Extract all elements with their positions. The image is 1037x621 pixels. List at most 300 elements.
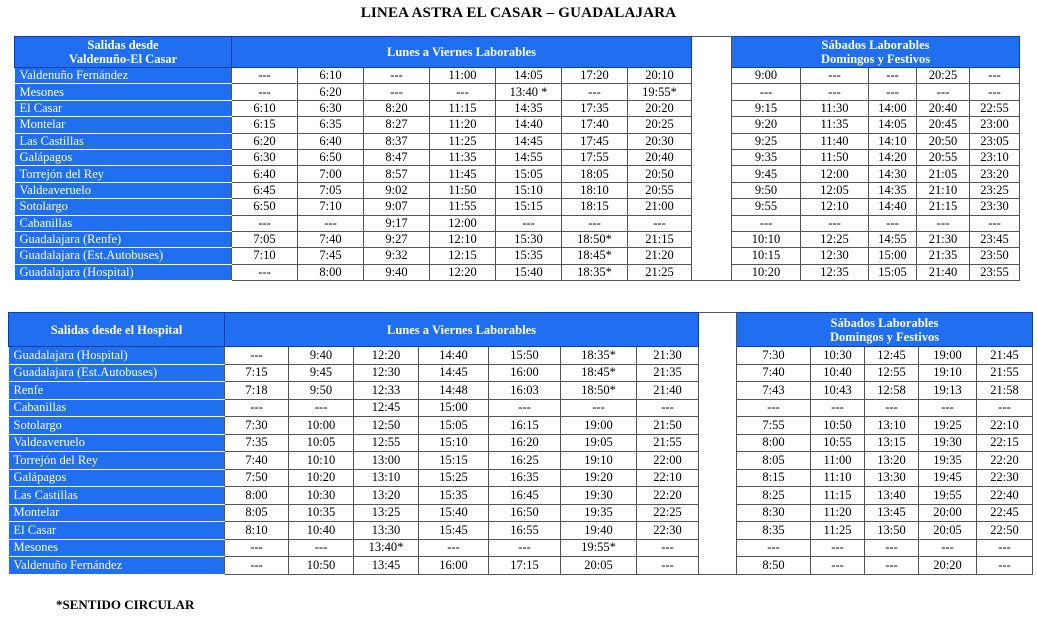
weekday-time-cell: --- (225, 347, 289, 365)
weekend-time-cell: --- (737, 539, 811, 557)
weekend-time-cell: 10:40 (811, 364, 865, 382)
weekday-time-cell: 11:20 (430, 117, 496, 133)
weekend-time-cell: 22:10 (977, 417, 1033, 435)
weekday-time-cell: 22:25 (637, 504, 699, 522)
weekday-time-cell: 20:40 (628, 149, 692, 165)
weekday-time-cell: --- (289, 399, 354, 417)
weekend-time-cell: 12:10 (801, 199, 869, 215)
weekend-header (737, 313, 1033, 347)
weekday-time-cell: 20:55 (628, 182, 692, 198)
weekend-time-cell: 7:43 (737, 382, 811, 400)
weekday-time-cell: 6:35 (298, 117, 364, 133)
stop-name: Valdenuño Fernández (9, 557, 225, 575)
weekday-time-cell: 6:45 (232, 182, 298, 198)
stop-name: Valdeaveruelo (9, 434, 225, 452)
weekend-time-cell: 13:45 (865, 504, 919, 522)
weekend-time-cell: 11:35 (801, 117, 869, 133)
table-row (9, 539, 1033, 557)
weekend-time-cell: 23:30 (970, 199, 1020, 215)
weekend-time-cell: 8:30 (737, 504, 811, 522)
weekday-time-cell: 16:03 (489, 382, 561, 400)
column-gap (699, 539, 737, 557)
column-gap (699, 452, 737, 470)
weekend-time-cell: 15:00 (869, 248, 917, 264)
weekday-time-cell: 7:45 (298, 248, 364, 264)
weekend-time-cell: 21:58 (977, 382, 1033, 400)
weekend-header-line1: Sábados Laborables (830, 315, 939, 330)
weekend-time-cell: 9:25 (732, 133, 801, 149)
weekday-time-cell: 13:40 * (496, 84, 562, 100)
weekend-time-cell: 8:15 (737, 469, 811, 487)
weekday-time-cell: 9:17 (364, 215, 430, 231)
weekday-time-cell: --- (298, 215, 364, 231)
stop-name: Cabanillas (9, 399, 225, 417)
weekday-time-cell: 18:35* (561, 347, 637, 365)
weekday-time-cell: 19:20 (561, 469, 637, 487)
column-gap (699, 313, 737, 347)
weekday-time-cell: 15:30 (496, 231, 562, 247)
stop-name: El Casar (15, 100, 232, 116)
weekday-time-cell: 7:15 (225, 364, 289, 382)
stop-name: Guadalajara (Est.Autobuses) (15, 248, 232, 264)
weekend-time-cell: 11:15 (811, 487, 865, 505)
timetable-from-valdenuno (14, 36, 1020, 281)
stop-name: Torrejón del Rey (9, 452, 225, 470)
weekday-time-cell: 7:10 (232, 248, 298, 264)
stop-name: Guadalajara (Renfe) (15, 231, 232, 247)
table-header-row (15, 37, 1020, 68)
weekday-time-cell: 7:40 (225, 452, 289, 470)
weekday-time-cell: 15:05 (496, 166, 562, 182)
weekday-time-cell: 15:40 (496, 264, 562, 280)
weekday-time-cell: --- (232, 264, 298, 280)
weekday-time-cell: 21:30 (637, 347, 699, 365)
weekday-time-cell: 21:25 (628, 264, 692, 280)
weekday-time-cell: --- (430, 84, 496, 100)
weekday-time-cell: 6:40 (232, 166, 298, 182)
weekend-time-cell: 20:20 (919, 557, 977, 575)
weekend-time-cell: 12:58 (865, 382, 919, 400)
weekend-time-cell: 20:50 (917, 133, 970, 149)
stop-header-line2: Valdenuño-El Casar (68, 52, 178, 66)
weekday-time-cell: 17:35 (562, 100, 628, 116)
weekday-time-cell: --- (489, 399, 561, 417)
weekday-time-cell: --- (637, 557, 699, 575)
weekend-time-cell: 20:55 (917, 149, 970, 165)
table-row (15, 264, 1020, 280)
weekend-time-cell: 19:13 (919, 382, 977, 400)
column-gap (699, 399, 737, 417)
column-gap (692, 248, 732, 264)
weekday-time-cell: 7:18 (225, 382, 289, 400)
weekday-time-cell: --- (496, 215, 562, 231)
weekend-header-line1: Sábados Laborables (821, 38, 930, 52)
weekday-time-cell: 13:00 (354, 452, 419, 470)
weekday-time-cell: --- (419, 539, 489, 557)
weekday-time-cell: 21:40 (637, 382, 699, 400)
table-row (9, 557, 1033, 575)
weekday-time-cell: 8:37 (364, 133, 430, 149)
weekend-header (732, 37, 1020, 68)
weekend-time-cell: 10:55 (811, 434, 865, 452)
weekday-time-cell: 19:40 (561, 522, 637, 540)
weekday-time-cell: 22:20 (637, 487, 699, 505)
weekend-time-cell: 7:55 (737, 417, 811, 435)
weekend-time-cell: 12:25 (801, 231, 869, 247)
weekday-time-cell: 9:02 (364, 182, 430, 198)
weekday-time-cell: 7:30 (225, 417, 289, 435)
stop-name: Montelar (9, 504, 225, 522)
weekday-time-cell: 17:15 (489, 557, 561, 575)
weekday-time-cell: 17:40 (562, 117, 628, 133)
stop-name: Guadalajara (Hospital) (15, 264, 232, 280)
weekday-time-cell: 19:30 (561, 487, 637, 505)
weekday-time-cell: --- (232, 84, 298, 100)
table-row (15, 133, 1020, 149)
weekend-time-cell: 21:55 (977, 364, 1033, 382)
weekend-time-cell: --- (869, 68, 917, 84)
weekday-header: Lunes a Viernes Laborables (225, 313, 699, 347)
weekend-time-cell: --- (977, 557, 1033, 575)
weekend-time-cell: --- (865, 557, 919, 575)
weekday-time-cell: --- (562, 215, 628, 231)
weekend-time-cell: --- (869, 215, 917, 231)
weekend-time-cell: 14:10 (869, 133, 917, 149)
weekday-time-cell: 6:15 (232, 117, 298, 133)
weekend-time-cell: 21:30 (917, 231, 970, 247)
weekday-time-cell: --- (562, 84, 628, 100)
weekday-time-cell: 13:40* (354, 539, 419, 557)
weekday-time-cell: 19:00 (561, 417, 637, 435)
weekend-time-cell: 22:20 (977, 452, 1033, 470)
weekend-time-cell: 22:45 (977, 504, 1033, 522)
weekday-time-cell: 19:55* (628, 84, 692, 100)
weekend-time-cell: 11:25 (811, 522, 865, 540)
stop-name: Las Castillas (15, 133, 232, 149)
weekday-time-cell: 11:50 (430, 182, 496, 198)
weekend-time-cell: 14:20 (869, 149, 917, 165)
weekday-time-cell: 20:25 (628, 117, 692, 133)
weekday-time-cell: 18:35* (562, 264, 628, 280)
column-gap (699, 382, 737, 400)
weekend-time-cell: 7:40 (737, 364, 811, 382)
weekday-time-cell: 9:45 (289, 364, 354, 382)
weekday-time-cell: 8:57 (364, 166, 430, 182)
weekday-time-cell: 6:20 (298, 84, 364, 100)
column-gap (699, 487, 737, 505)
stop-name: Valdeaveruelo (15, 182, 232, 198)
weekday-time-cell: 9:40 (289, 347, 354, 365)
weekday-time-cell: --- (232, 215, 298, 231)
weekend-time-cell: 9:20 (732, 117, 801, 133)
table-row (9, 399, 1033, 417)
weekend-time-cell: 21:45 (977, 347, 1033, 365)
weekday-time-cell: 15:15 (496, 199, 562, 215)
stop-name: Montelar (15, 117, 232, 133)
weekday-time-cell: 9:50 (289, 382, 354, 400)
weekday-time-cell: 7:05 (298, 182, 364, 198)
weekday-time-cell: 12:10 (430, 231, 496, 247)
weekday-time-cell: --- (364, 84, 430, 100)
weekday-time-cell: --- (628, 215, 692, 231)
weekday-time-cell: 14:05 (496, 68, 562, 84)
table-row (15, 68, 1020, 84)
weekday-time-cell: 9:27 (364, 231, 430, 247)
weekday-time-cell: 20:50 (628, 166, 692, 182)
weekday-time-cell: 20:30 (628, 133, 692, 149)
weekend-time-cell: 22:50 (977, 522, 1033, 540)
weekday-time-cell: 21:20 (628, 248, 692, 264)
weekday-time-cell: 8:27 (364, 117, 430, 133)
stop-name: Mesones (15, 84, 232, 100)
column-gap (692, 117, 732, 133)
weekday-time-cell: 11:55 (430, 199, 496, 215)
weekend-time-cell: --- (977, 539, 1033, 557)
weekend-time-cell: 12:55 (865, 364, 919, 382)
weekday-time-cell: 11:45 (430, 166, 496, 182)
weekday-time-cell: 16:15 (489, 417, 561, 435)
weekend-time-cell: 12:30 (801, 248, 869, 264)
weekend-time-cell: 20:40 (917, 100, 970, 116)
column-gap (692, 182, 732, 198)
weekday-time-cell: 7:10 (298, 199, 364, 215)
table-row (15, 117, 1020, 133)
stop-name: Valdenuño Fernández (15, 68, 232, 84)
table-row (15, 100, 1020, 116)
weekend-time-cell: 15:05 (869, 264, 917, 280)
weekday-time-cell: 21:00 (628, 199, 692, 215)
weekday-time-cell: 9:40 (364, 264, 430, 280)
weekday-time-cell: 20:10 (628, 68, 692, 84)
weekday-time-cell: 14:45 (496, 133, 562, 149)
weekday-time-cell: 19:55* (561, 539, 637, 557)
weekend-time-cell: 21:40 (917, 264, 970, 280)
stop-name: Guadalajara (Est.Autobuses) (9, 364, 225, 382)
weekend-time-cell: --- (732, 215, 801, 231)
table-header-row (9, 313, 1033, 347)
table-row (9, 469, 1033, 487)
weekday-time-cell: 11:35 (430, 149, 496, 165)
weekday-time-cell: 12:45 (354, 399, 419, 417)
weekday-time-cell: 8:00 (225, 487, 289, 505)
weekend-time-cell: 23:25 (970, 182, 1020, 198)
weekend-time-cell: 9:35 (732, 149, 801, 165)
weekday-time-cell: --- (225, 557, 289, 575)
weekday-time-cell: 21:15 (628, 231, 692, 247)
weekend-time-cell: 13:40 (865, 487, 919, 505)
column-gap (699, 504, 737, 522)
stop-name: Sotolargo (15, 199, 232, 215)
weekend-time-cell: 8:35 (737, 522, 811, 540)
weekend-time-cell: 14:00 (869, 100, 917, 116)
weekend-time-cell: 21:15 (917, 199, 970, 215)
weekend-time-cell: 21:05 (917, 166, 970, 182)
weekday-time-cell: 16:50 (489, 504, 561, 522)
weekend-time-cell: 13:15 (865, 434, 919, 452)
stop-name: Renfe (9, 382, 225, 400)
weekday-time-cell: 12:30 (354, 364, 419, 382)
weekday-time-cell: 16:00 (489, 364, 561, 382)
weekend-time-cell: 13:20 (865, 452, 919, 470)
column-gap (692, 84, 732, 100)
weekday-time-cell: 10:00 (289, 417, 354, 435)
weekend-time-cell: 10:10 (732, 231, 801, 247)
weekday-time-cell: 17:55 (562, 149, 628, 165)
weekend-time-cell: 21:10 (917, 182, 970, 198)
weekend-time-cell: 11:10 (811, 469, 865, 487)
weekday-time-cell: 13:25 (354, 504, 419, 522)
table-row (9, 382, 1033, 400)
weekday-time-cell: --- (364, 68, 430, 84)
weekend-time-cell: 9:00 (732, 68, 801, 84)
page-title: LINEA ASTRA EL CASAR – GUADALAJARA (360, 5, 677, 21)
column-gap (692, 231, 732, 247)
weekday-time-cell: 7:50 (225, 469, 289, 487)
weekday-time-cell: 18:10 (562, 182, 628, 198)
weekday-time-cell: 12:15 (430, 248, 496, 264)
column-gap (699, 522, 737, 540)
weekend-time-cell: 14:55 (869, 231, 917, 247)
weekday-time-cell: 9:07 (364, 199, 430, 215)
weekday-time-cell: 10:50 (289, 557, 354, 575)
table-row (9, 347, 1033, 365)
weekday-time-cell: 6:50 (232, 199, 298, 215)
weekday-time-cell: 11:15 (430, 100, 496, 116)
column-gap (699, 347, 737, 365)
weekend-time-cell: 23:45 (970, 231, 1020, 247)
column-gap (699, 417, 737, 435)
weekday-time-cell: 18:15 (562, 199, 628, 215)
weekend-time-cell: 12:45 (865, 347, 919, 365)
footnote: *SENTIDO CIRCULAR (56, 597, 195, 612)
weekend-time-cell: 22:55 (970, 100, 1020, 116)
stop-name: El Casar (9, 522, 225, 540)
weekend-time-cell: 20:25 (917, 68, 970, 84)
weekend-time-cell: --- (801, 215, 869, 231)
weekend-time-cell: 11:50 (801, 149, 869, 165)
weekday-time-cell: 22:30 (637, 522, 699, 540)
weekday-time-cell: 15:05 (419, 417, 489, 435)
weekday-time-cell: 12:20 (354, 347, 419, 365)
table-row (9, 434, 1033, 452)
weekend-time-cell: 10:30 (811, 347, 865, 365)
weekend-time-cell: 23:05 (970, 133, 1020, 149)
weekday-header: Lunes a Viernes Laborables (232, 37, 692, 68)
weekend-time-cell: --- (801, 68, 869, 84)
weekend-header-line2: Domingos y Festivos (821, 52, 931, 66)
weekday-time-cell: 12:20 (430, 264, 496, 280)
weekday-time-cell: 10:40 (289, 522, 354, 540)
table-row (15, 215, 1020, 231)
column-gap (699, 469, 737, 487)
stop-name: Galápagos (9, 469, 225, 487)
weekday-time-cell: --- (637, 399, 699, 417)
weekend-time-cell: 22:30 (977, 469, 1033, 487)
weekend-time-cell: --- (811, 539, 865, 557)
column-gap (692, 100, 732, 116)
weekday-time-cell: 12:00 (430, 215, 496, 231)
weekday-time-cell: 11:00 (430, 68, 496, 84)
weekday-time-cell: 17:45 (562, 133, 628, 149)
weekend-time-cell: 23:00 (970, 117, 1020, 133)
weekend-time-cell: --- (970, 68, 1020, 84)
weekend-time-cell: 21:35 (917, 248, 970, 264)
weekend-time-cell: --- (869, 84, 917, 100)
weekday-time-cell: 15:45 (419, 522, 489, 540)
weekend-time-cell: 23:10 (970, 149, 1020, 165)
weekend-time-cell: 8:50 (737, 557, 811, 575)
weekend-time-cell: 8:25 (737, 487, 811, 505)
table-row (15, 166, 1020, 182)
weekend-time-cell: 9:15 (732, 100, 801, 116)
weekend-time-cell: 13:30 (865, 469, 919, 487)
weekday-time-cell: 16:20 (489, 434, 561, 452)
weekend-time-cell: 23:55 (970, 264, 1020, 280)
weekend-time-cell: 11:40 (801, 133, 869, 149)
weekday-time-cell: 19:05 (561, 434, 637, 452)
weekend-time-cell: --- (919, 399, 977, 417)
weekday-time-cell: 20:05 (561, 557, 637, 575)
weekend-time-cell: 14:35 (869, 182, 917, 198)
weekend-time-cell: 9:55 (732, 199, 801, 215)
weekday-time-cell: 16:35 (489, 469, 561, 487)
weekday-time-cell: 16:55 (489, 522, 561, 540)
weekend-time-cell: --- (811, 399, 865, 417)
weekday-time-cell: 18:50* (562, 231, 628, 247)
weekday-time-cell: --- (489, 539, 561, 557)
weekend-time-cell: 9:50 (732, 182, 801, 198)
weekday-time-cell: 12:55 (354, 434, 419, 452)
weekend-time-cell: 22:40 (977, 487, 1033, 505)
weekday-time-cell: 6:20 (232, 133, 298, 149)
weekend-time-cell: 14:05 (869, 117, 917, 133)
weekend-time-cell: 19:55 (919, 487, 977, 505)
weekday-time-cell: 8:10 (225, 522, 289, 540)
weekend-time-cell: --- (970, 84, 1020, 100)
weekday-time-cell: 10:35 (289, 504, 354, 522)
weekday-time-cell: 18:45* (562, 248, 628, 264)
weekday-time-cell: --- (225, 539, 289, 557)
column-gap (692, 215, 732, 231)
weekend-time-cell: --- (811, 557, 865, 575)
weekday-time-cell: 16:00 (419, 557, 489, 575)
weekday-time-cell: 18:05 (562, 166, 628, 182)
weekend-time-cell: 20:00 (919, 504, 977, 522)
weekend-time-cell: 19:30 (919, 434, 977, 452)
weekday-time-cell: 15:50 (489, 347, 561, 365)
weekday-time-cell: 10:05 (289, 434, 354, 452)
weekend-time-cell: --- (801, 84, 869, 100)
weekday-time-cell: 9:32 (364, 248, 430, 264)
weekday-time-cell: 13:20 (354, 487, 419, 505)
weekend-time-cell: 19:00 (919, 347, 977, 365)
stop-name: Torrejón del Rey (15, 166, 232, 182)
weekday-time-cell: 20:20 (628, 100, 692, 116)
column-gap (699, 434, 737, 452)
weekend-time-cell: 19:35 (919, 452, 977, 470)
table-row (15, 149, 1020, 165)
weekday-time-cell: 14:40 (496, 117, 562, 133)
weekend-time-cell: --- (865, 539, 919, 557)
weekend-time-cell: --- (970, 215, 1020, 231)
column-gap (699, 557, 737, 575)
weekday-time-cell: --- (637, 539, 699, 557)
weekend-time-cell: 22:15 (977, 434, 1033, 452)
weekday-time-cell: 14:48 (419, 382, 489, 400)
table-row (9, 452, 1033, 470)
weekend-time-cell: 19:25 (919, 417, 977, 435)
table-row (9, 364, 1033, 382)
